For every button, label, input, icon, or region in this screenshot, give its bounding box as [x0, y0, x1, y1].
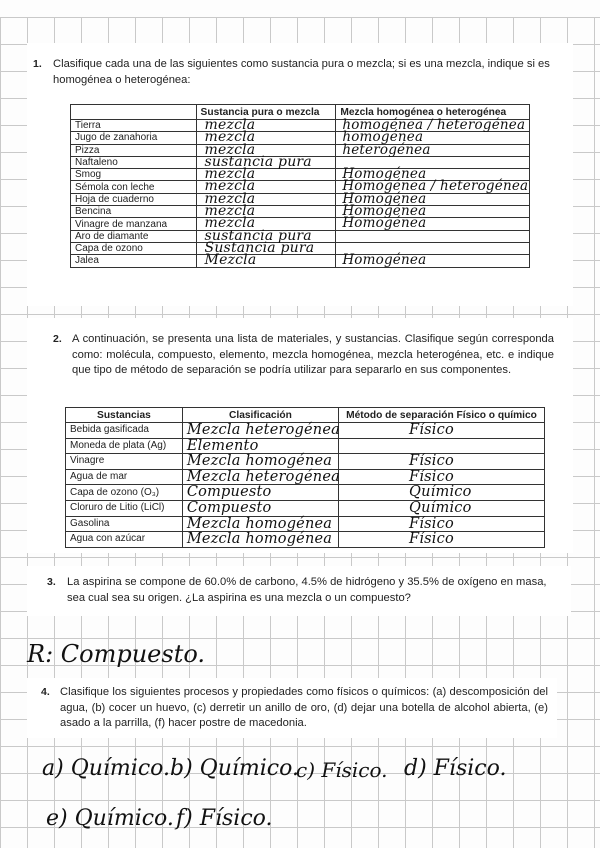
q1-item: Hoja de cuaderno	[71, 193, 197, 205]
q2-class-answer: Mezcla homogénea	[186, 531, 333, 548]
q2-class-answer: Compuesto	[186, 484, 272, 501]
q1-mix-answer: Homogénea / heterogénea	[342, 178, 529, 195]
q2-class-cell	[182, 469, 338, 485]
q1-table-row	[71, 132, 530, 144]
q1-mix-answer: homogénea	[342, 129, 424, 146]
q4-answer-f: f) Físico.	[176, 806, 273, 831]
q4-answer-c: c) Físico.	[296, 758, 388, 782]
q1-mix-answer: Homogénea	[342, 203, 427, 220]
q1-type-answer: mezcla	[204, 190, 256, 207]
q2-class-answer: Mezcla heterogénea	[186, 468, 340, 485]
q2-method-cell	[339, 454, 545, 470]
q4-answer-d: d) Físico.	[404, 756, 507, 781]
q2-method-cell	[339, 532, 545, 548]
q2-item: Bebida gasificada	[66, 423, 183, 439]
q1-item: Naftaleno	[71, 156, 197, 168]
q1-type-answer: Mezcla	[204, 252, 257, 269]
q1-mix-answer: Homogénea	[342, 215, 427, 232]
q1-header-type: Sustancia pura o mezcla	[196, 105, 336, 120]
q1-table	[70, 104, 530, 268]
q2-table-row	[66, 532, 545, 548]
q1-type-cell	[196, 252, 336, 269]
q1-header-blank	[71, 105, 197, 120]
q1-table-row	[71, 181, 530, 193]
q1-mix-answer: Homogénea	[342, 190, 427, 207]
q1-type-answer: sustancia pura	[204, 227, 312, 244]
q1-type-answer: Sustancia pura	[204, 239, 315, 256]
q1-mix-cell	[336, 230, 530, 242]
q2-table-row	[66, 469, 545, 485]
q1-item: Smog	[71, 169, 197, 181]
q2-item: Agua con azúcar	[66, 532, 183, 548]
q2-class-cell	[182, 423, 338, 439]
q4-text: Clasifique los siguientes procesos y propiedades como físicos o químicos: (a) descomposición del agua, (b) cocer un huevo, (c) derretir un anillo de oro, (d) dejar una botella de alcohol abierta, (e) asado a la parrilla, (f) hacer postre de macedonia.	[60, 686, 548, 729]
q1-type-answer: mezcla	[204, 178, 256, 195]
q2-class-answer: Compuesto	[186, 499, 272, 516]
q2-table-row	[66, 454, 545, 470]
q2-method-cell	[339, 469, 545, 485]
q1-mix-answer: heterogénea	[342, 141, 431, 158]
q1-item: Jugo de zanahoria	[71, 132, 197, 144]
page-top-margin	[0, 0, 600, 17]
q1-table-row	[71, 120, 530, 132]
q1-mix-answer: Homogénea	[342, 252, 427, 269]
q2-item: Agua de mar	[66, 469, 183, 485]
q2-method-answer: Físico	[409, 422, 454, 438]
q2-method-cell	[339, 438, 545, 454]
q2-method-answer: Físico	[409, 531, 454, 548]
q4-answer-e: e) Químico.	[46, 806, 174, 831]
q2-class-cell	[182, 485, 338, 501]
q2-class-answer: Mezcla homogénea	[186, 453, 333, 470]
q1-header-mix: Mezcla homogénea o heterogénea	[336, 105, 530, 120]
q2-class-answer: Mezcla heterogénea	[186, 422, 340, 438]
q1-item: Pizza	[71, 144, 197, 156]
q1-number: 1.	[33, 58, 42, 70]
q1-table-row	[71, 156, 530, 168]
q3-number: 3.	[47, 576, 56, 588]
q2-method-answer: Físico	[409, 515, 454, 532]
q2-class-cell	[182, 500, 338, 516]
q1-type-answer: sustancia pura	[204, 153, 312, 170]
q2-class-cell	[182, 516, 338, 532]
q1-type-answer: mezcla	[204, 215, 256, 232]
q1-mix-cell	[336, 141, 530, 158]
q1-type-answer: mezcla	[204, 203, 256, 220]
q1-item: Tierra	[71, 120, 197, 132]
q2-method-cell	[339, 423, 545, 439]
q4-answer-b: b) Químico.	[170, 756, 299, 781]
q2-table-row	[66, 516, 545, 532]
q1-type-answer: mezcla	[204, 117, 256, 133]
q2-item: Gasolina	[66, 516, 183, 532]
q1-item: Vinagre de manzana	[71, 218, 197, 230]
q1-item: Jalea	[71, 255, 197, 267]
q2-class-cell	[182, 454, 338, 470]
q2-header-class: Clasificación	[182, 408, 338, 423]
q1-table-row	[71, 242, 530, 254]
q2-number: 2.	[53, 333, 62, 345]
q2-table-row	[66, 423, 545, 439]
q2-class-cell	[182, 532, 338, 548]
q1-table-row	[71, 193, 530, 205]
q1-type-answer: mezcla	[204, 141, 256, 158]
q3-answer: R: Compuesto.	[27, 640, 205, 668]
q1-text: Clasifique cada una de las siguientes como sustancia pura o mezcla; si es una mezcla, indique si es homogénea o heterogénea:	[53, 58, 550, 86]
q2-method-answer: Químico	[409, 484, 472, 501]
q1-mix-cell	[336, 215, 530, 232]
q2-method-answer: Físico	[409, 468, 454, 485]
q2-header-method: Método de separación Físico o químico	[339, 408, 545, 423]
q1-mix-answer: Homogénea	[342, 166, 427, 183]
q2-text: A continuación, se presenta una lista de materiales, y sustancias. Clasifique según corresponda como: molécula, compuesto, elemento, mezcla homogénea, mezcla heterogénea, etc. e indique que tipo de método de separación se podría utilizar para separarlo en sus componentes.	[72, 333, 554, 376]
q2-table-row	[66, 438, 545, 454]
q2-method-cell	[339, 485, 545, 501]
q2-method-cell	[339, 516, 545, 532]
q2-item: Capa de ozono (O₃)	[66, 485, 183, 501]
q2-item: Moneda de plata (Ag)	[66, 438, 183, 454]
q2-table	[65, 407, 545, 548]
q1-table-row	[71, 206, 530, 218]
q3-text: La aspirina se compone de 60.0% de carbono, 4.5% de hidrógeno y 35.5% de oxígeno en masa, sea cual sea su origen. ¿La aspirina es una mezcla o un compuesto?	[67, 576, 547, 604]
q1-type-answer: mezcla	[204, 166, 256, 183]
q1-item: Aro de diamante	[71, 230, 197, 242]
q2-method-cell	[339, 500, 545, 516]
q2-class-answer: Mezcla homogénea	[186, 515, 333, 532]
q2-header-substance: Sustancias	[66, 408, 183, 423]
q1-item: Bencina	[71, 206, 197, 218]
q2-class-answer: Elemento	[186, 437, 259, 454]
q2-class-cell	[182, 438, 338, 454]
q1-item: Capa de ozono	[71, 242, 197, 254]
q1-mix-answer: homogénea / heterogénea	[342, 117, 526, 133]
q4-answer-a: a) Químico.	[42, 756, 171, 781]
q1-table-row	[71, 255, 530, 267]
q2-item: Cloruro de Litio (LiCl)	[66, 500, 183, 516]
q1-item: Sémola con leche	[71, 181, 197, 193]
q4-number: 4.	[41, 686, 50, 698]
q2-method-answer: Químico	[409, 499, 472, 516]
q2-item: Vinagre	[66, 454, 183, 470]
q1-mix-cell	[336, 252, 530, 269]
q2-table-row	[66, 500, 545, 516]
q1-type-answer: mezcla	[204, 129, 256, 146]
q2-table-row	[66, 485, 545, 501]
q2-method-answer: Físico	[409, 453, 454, 470]
